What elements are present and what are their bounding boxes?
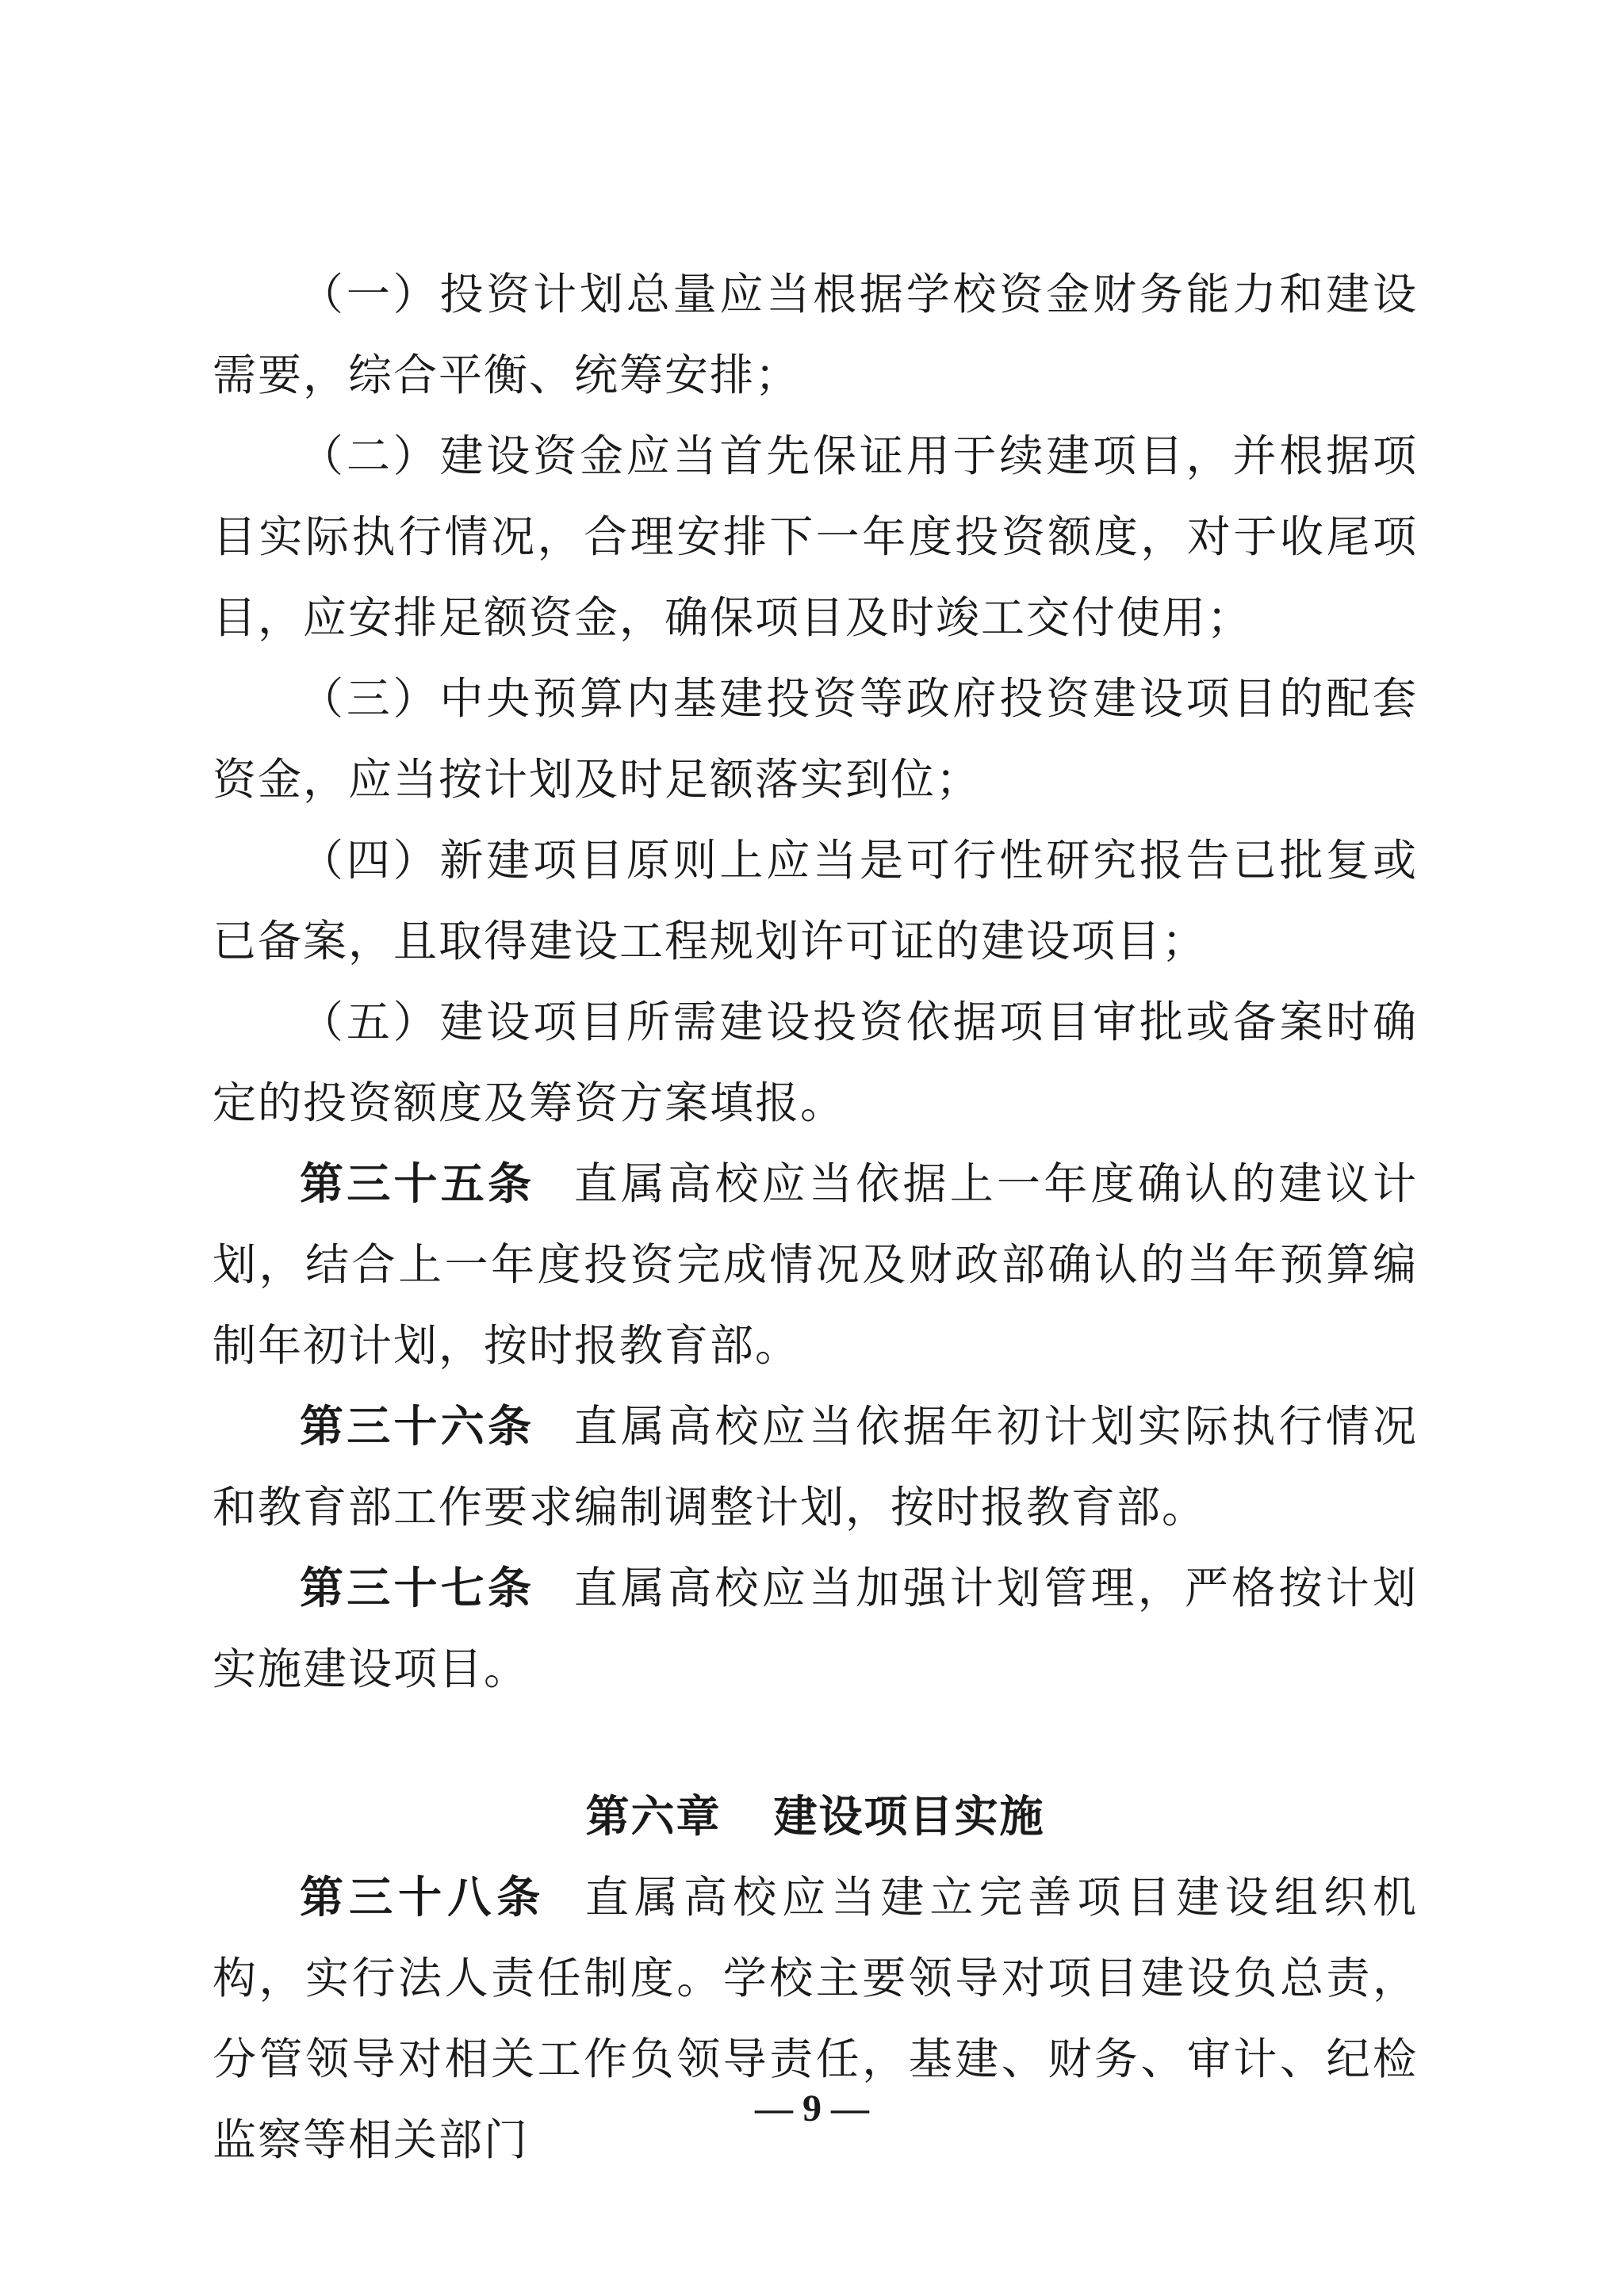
list-item: （二）建设资金应当首先保证用于续建项目，并根据项目实际执行情况，合理安排下一年度投资额度，对于收尾项目，应安排足额资金，确保项目及时竣工交付使用；	[213, 430, 1418, 643]
list-item: （三）中央预算内基建投资等政府投资建设项目的配套资金，应当按计划及时足额落实到位；	[213, 673, 1418, 805]
article-37	[213, 1548, 1418, 1709]
list-item: （五）建设项目所需建设投资依据项目审批或备案时确定的投资额度及筹资方案填报。	[213, 997, 1418, 1128]
chapter-heading	[213, 1776, 1418, 1857]
article-text: 直属高校应当加强计划管理，严格按计划实施建设项目。	[213, 1563, 1418, 1694]
article-number: 第三十八条	[300, 1871, 546, 1923]
article-35	[213, 1143, 1418, 1386]
article-number: 第三十五条	[300, 1158, 535, 1209]
article-number: 第三十六条	[300, 1400, 535, 1452]
article-36	[213, 1386, 1418, 1548]
list-item: （四）新建项目原则上应当是可行性研究报告已批复或已备案，且取得建设工程规划许可证的建设项目；	[213, 835, 1418, 966]
article-number: 第三十七条	[300, 1562, 535, 1613]
article-text: 直属高校应当建立完善项目建设组织机构，实行法人责任制度。学校主要领导对项目建设负总责，分管领导对相关工作负领导责任，基建、财务、审计、纪检监察等相关部门	[213, 1872, 1418, 2165]
article-text: 直属高校应当依据上一年度确认的建议计划，结合上一年度投资完成情况及财政部确认的当年预算编制年初计划，按时报教育部。	[213, 1158, 1418, 1371]
list-item: （一）投资计划总量应当根据学校资金财务能力和建设需要，综合平衡、统筹安排；	[213, 269, 1418, 400]
article-text: 直属高校应当依据年初计划实际执行情况和教育部工作要求编制调整计划，按时报教育部。	[213, 1401, 1418, 1533]
page-number: — 9 —	[755, 2087, 869, 2130]
chapter-title: 建设项目实施	[773, 1790, 1045, 1842]
chapter-number: 第六章	[585, 1790, 722, 1842]
document-body	[213, 254, 1418, 2180]
